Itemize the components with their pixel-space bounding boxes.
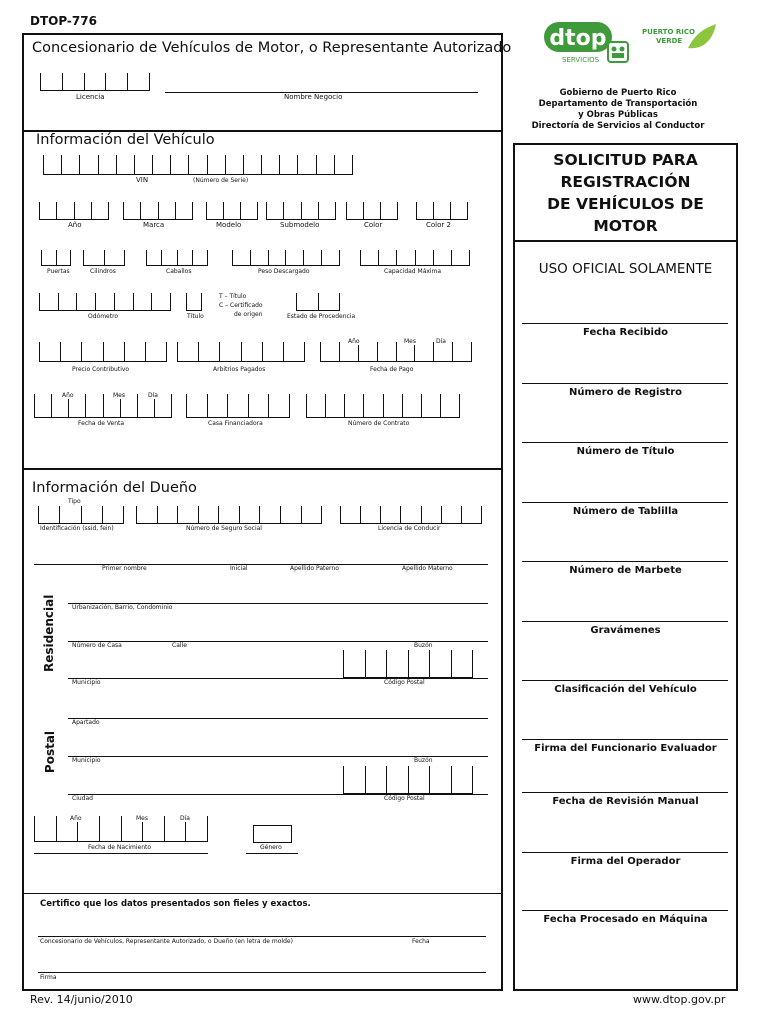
nac-mes-label: Mes [136,815,148,822]
estado-label: Estado de Procedencia [287,313,356,320]
agency-line-2: Departamento de Transportación [538,99,698,109]
genero-label: Género [260,844,282,851]
ciudad-label: Ciudad [72,795,93,802]
casa-fin-label: Casa Financiadora [208,420,263,427]
official-field-line[interactable] [522,561,728,562]
fecha-pago-label: Fecha de Pago [370,366,414,373]
titulo-option-c: C – Certificado [219,302,263,309]
official-field-label: Firma del Operador [570,856,681,867]
codigo-postal-field[interactable] [343,650,473,678]
puertas-label: Puertas [47,268,70,275]
peso-label: Peso Descargado [258,268,310,275]
caballos-label: Caballos [166,268,192,275]
residencial-label: Residencial [42,594,56,672]
calle-label: Calle [172,642,187,649]
identificacion-label: Identificación (ssid, fein) [40,525,114,532]
logo-pr-verde-2: VERDE [656,37,683,45]
official-field-label: Firma del Funcionario Evaluador [534,743,717,754]
official-field-label: Número de Marbete [569,565,682,576]
arbitrios-field[interactable] [177,342,305,362]
peso-field[interactable] [232,250,340,266]
cilindros-label: Cilindros [90,268,116,275]
official-field-line[interactable] [522,910,728,911]
color2-label: Color 2 [426,221,451,229]
official-field-line[interactable] [522,502,728,503]
apartado-label: Apartado [72,719,100,726]
codigo-postal2-field[interactable] [343,766,473,794]
title-divider [513,240,738,242]
nombre-negocio-label: Nombre Negocio [284,93,343,101]
contrato-label: Número de Contrato [348,420,410,427]
official-field-line[interactable] [522,621,728,622]
official-field-label: Clasificación del Vehículo [554,684,697,695]
municipio2-label: Municipio [72,757,101,764]
official-field-line[interactable] [522,852,728,853]
urbanizacion-label: Urbanización, Barrio, Condominio [72,604,173,611]
vin-label: VIN [136,176,149,184]
venta-dia-label: Día [148,392,158,399]
numero-casa-label: Número de Casa [72,642,122,649]
pago-dia-label: Día [436,338,446,345]
color-field[interactable] [346,202,398,220]
official-field-line[interactable] [522,383,728,384]
licencia-conducir-label: Licencia de Conducir [378,525,441,532]
titulo-option-t: T – Título [219,293,247,300]
licencia-field[interactable] [40,73,150,91]
revision-text: Rev. 14/junio/2010 [30,993,133,1006]
ano-field[interactable] [39,202,109,220]
casa-fin-field[interactable] [186,394,290,418]
ano-label: Año [68,221,82,229]
vehicle-heading: Información del Vehículo [36,132,215,148]
capacidad-field[interactable] [360,250,470,266]
agency-block [514,88,722,132]
firma-label: Firma [40,974,57,981]
color-label: Color [364,221,383,229]
fecha-nacimiento-label: Fecha de Nacimiento [88,844,152,851]
firma-line[interactable] [38,972,486,973]
official-field-label: Fecha de Revisión Manual [552,796,699,807]
licencia-label: Licencia [76,93,105,101]
signer-label: Concesionario de Vehículos, Representante Autorizado, o Dueño (en letra de molde) [40,938,293,945]
codigo-postal2-label: Código Postal [384,795,425,802]
agency-line-4: Directoría de Servicios al Conductor [531,121,705,131]
titulo-label: Título [187,313,204,320]
official-heading: USO OFICIAL SOLAMENTE [538,261,713,277]
modelo-field[interactable] [206,202,258,220]
precio-label: Precio Contributivo [72,366,130,373]
apartado-line[interactable] [68,718,488,719]
odometro-field[interactable] [39,293,171,311]
fecha-nacimiento-underline [34,853,208,854]
official-field-label: Número de Tablilla [572,506,679,517]
apellido-materno-label: Apellido Materno [402,565,453,572]
svg-text:dtop: dtop [549,26,607,51]
owner-heading: Información del Dueño [32,480,197,496]
pago-ano-label: Año [348,338,360,345]
estado-field[interactable] [296,293,340,311]
municipio-label: Municipio [72,679,101,686]
official-field-line[interactable] [522,323,728,324]
title-line-2: REGISTRACIÓN [560,173,691,191]
title-line-3: DE VEHÍCULOS DE [547,195,704,213]
cert-fecha-label: Fecha [412,938,430,945]
identificacion-field[interactable] [38,506,124,524]
vin-field[interactable] [43,155,353,175]
venta-ano-label: Año [62,392,74,399]
submodelo-field[interactable] [266,202,336,220]
official-field-line[interactable] [522,680,728,681]
odometro-label: Odómetro [88,313,119,320]
divider-vehicle [22,468,503,470]
marca-label: Marca [143,221,165,229]
fecha-pago-field[interactable] [320,342,472,362]
nac-dia-label: Día [180,815,190,822]
caballos-field[interactable] [146,250,208,266]
ciudad-line[interactable] [68,794,488,795]
dealer-heading: Concesionario de Vehículos de Motor, o Representante Autorizado [32,40,512,56]
buzon2-label: Buzón [414,757,433,764]
genero-field[interactable] [253,825,292,843]
modelo-label: Modelo [216,221,242,229]
official-field-label: Fecha Procesado en Máquina [543,914,708,925]
agency-line-3: y Obras Públicas [578,110,658,120]
precio-field[interactable] [39,342,167,362]
fecha-venta-label: Fecha de Venta [78,420,125,427]
tipo-label: Tipo [68,498,81,505]
dtop-logo [538,18,718,72]
seguro-social-field[interactable] [136,506,322,524]
official-field-label: Gravámenes [590,625,661,636]
genero-underline [246,853,298,854]
signer-line[interactable] [38,936,486,937]
primer-nombre-label: Primer nombre [102,565,147,572]
capacidad-label: Capacidad Máxima [384,268,442,275]
submodelo-label: Submodelo [280,221,320,229]
arbitrios-label: Arbitrios Pagados [213,366,266,373]
codigo-postal-label: Código Postal [384,679,425,686]
agency-line-1: Gobierno de Puerto Rico [559,88,677,98]
contrato-field[interactable] [306,394,460,418]
marca-field[interactable] [123,202,193,220]
form-title [513,149,738,237]
official-field-label: Número de Título [576,446,675,457]
titulo-de-origen: de origen [234,311,263,318]
num-serie-label: (Número de Serie) [193,177,249,184]
buzon-label: Buzón [414,642,433,649]
cilindros-field[interactable] [83,250,125,266]
cert-statement: Certifico que los datos presentados son fieles y exactos. [40,899,311,909]
divider-owner [22,893,503,894]
seguro-social-label: Número de Seguro Social [186,525,262,532]
pago-mes-label: Mes [404,338,416,345]
inicial-label: Inicial [230,565,248,572]
licencia-conducir-field[interactable] [340,506,482,524]
official-field-line[interactable] [522,442,728,443]
official-field-line[interactable] [522,792,728,793]
nac-ano-label: Año [70,815,82,822]
logo-pr-verde-1: PUERTO RICO [642,28,695,36]
form-code: DTOP-776 [30,14,97,28]
title-line-1: SOLICITUD PARA [553,151,698,169]
postal-label: Postal [43,730,57,774]
venta-mes-label: Mes [113,392,125,399]
official-field-label: Fecha Recibido [583,327,668,338]
website-text: www.dtop.gov.pr [633,993,726,1006]
title-line-4: MOTOR [593,217,658,235]
official-field-line[interactable] [522,739,728,740]
puertas-field[interactable] [41,250,71,266]
color2-field[interactable] [416,202,468,220]
apellido-paterno-label: Apellido Paterno [290,565,339,572]
municipio-line[interactable] [68,678,488,679]
titulo-field[interactable] [186,293,202,311]
official-field-label: Número de Registro [569,387,682,398]
logo-services-text: SERVICIOS [562,56,600,64]
